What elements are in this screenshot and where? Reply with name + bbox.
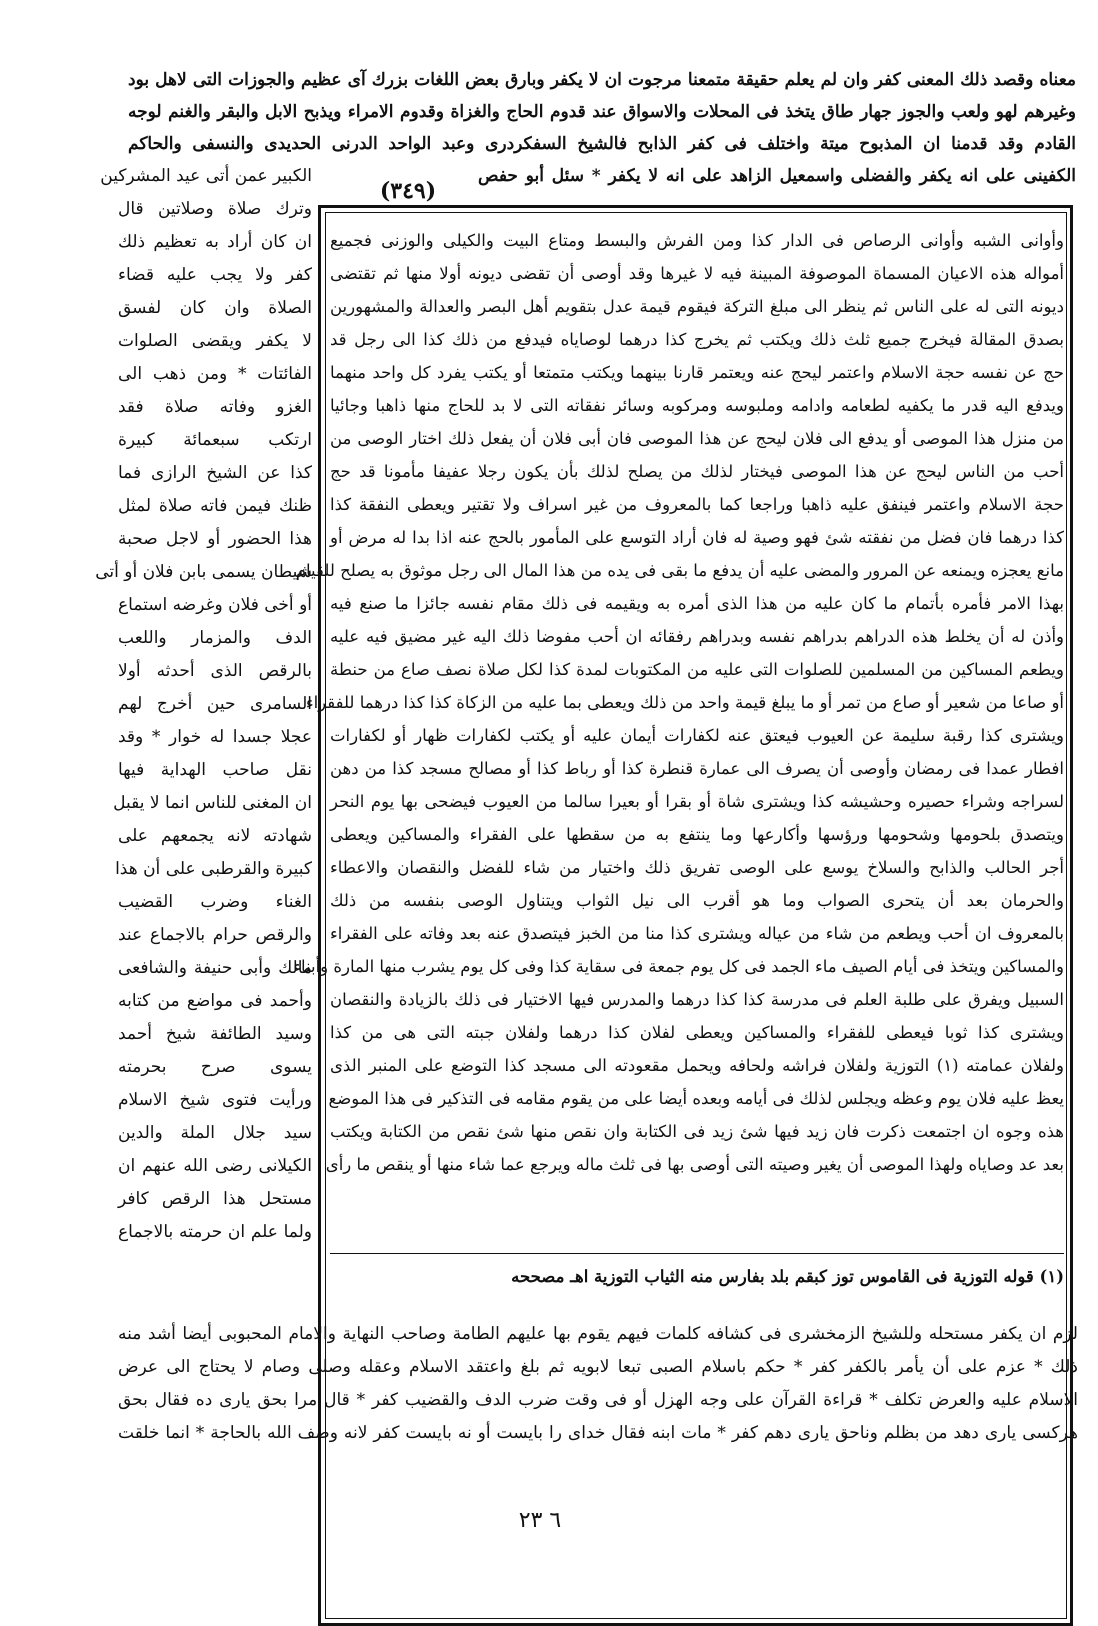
footnote-separator (330, 1253, 1064, 1254)
main-line: ويشترى كذا ثوبا فيعطى للفقراء والمساكين ويعطى لفلان كذا درهما ولفلان جبته التى هى من كذا (330, 1023, 1064, 1042)
main-line: مانع يعجزه ويمنعه عن المرور والمضى عليه أن يدفع ما بقى فى يده من هذا المال الى رجل موثوق به يصلح للقيام (295, 561, 1064, 580)
bottom-line: الاسلام عليه والعرض تكلف * قراءة القرآن على وجه الهزل أو فى وقت ضرب الدف والقضيب كفر * قال مرا بحق يارى ده فقال بحق (118, 1390, 1078, 1410)
page-number: ٦ ٢٣ (518, 1508, 562, 1533)
margin-line: يسوى صرح بحرمته (118, 1057, 312, 1077)
margin-line: السامرى حين أخرج لهم (118, 694, 312, 714)
main-line: وأذن له أن يخلط هذه الدراهم بدراهم نفسه وبدراهم رفقائه ان أحب مفوضا ذلك اليه غير مضيق فيه عليه (330, 627, 1064, 646)
main-line: ويطعم المساكين من المسلمين للصلوات التى عليه من المكتوبات لمدة كذا لكل صلاة نصف صاع من حنطة (330, 660, 1064, 679)
footnote: (١) قوله التوزية فى القاموس توز كبقم بلد بفارس منه الثياب التوزية اهـ مصححه (511, 1267, 1064, 1286)
main-line: أو صاعا من شعير أو صاع من تمر أو ما يبلغ قيمة واحد من ذلك ويعطى بما عليه من الزكاة كذا كذا درهما للفقراء (305, 693, 1064, 712)
margin-line: والرقص حرام بالاجماع عند (118, 925, 312, 945)
margin-line: الكبير عمن أتى عيد المشركين (100, 166, 312, 186)
margin-line: كفر ولا يجب عليه قضاء (118, 265, 312, 285)
main-line: حجة الاسلام واعتمر فينفق عليه ذاهبا وراجعا كما بالمعروف من غير اسراف ولا تقتير ويعطى النفقة كذا (330, 495, 1064, 514)
main-line: بهذا الامر فأمره بأتمام ما كان عليه من هذا الذى أمره به ويقيمه فى ذلك مقام نفسه جائزا ما صنع فيه (330, 594, 1064, 613)
page-marker: (٣٤٩) (379, 178, 437, 204)
main-line: ويشترى كذا رقبة سليمة عن العيوب فيعتق عنه لكفارات أيمان عليه أو يكتب لكفارات ظهار أو لكفارات (330, 726, 1064, 745)
main-line: السبيل ويفرق على طلبة العلم فى مدرسة كذا كذا درهما والمدرس فيها الاختيار فى ذلك بالزيادة والنقصان (330, 990, 1064, 1009)
main-line: هذه وجوه ان اجتمعت ذكرت فان زيد فيها شئ زيد فى الكتابة وان نقص منها شئ نقص من الكتابة ويكتب (330, 1122, 1064, 1141)
margin-line: ارتكب سبعمائة كبيرة (118, 430, 312, 450)
margin-line: الفائتات * ومن ذهب الى (118, 364, 312, 384)
margin-line: الغناء وضرب القضيب (118, 892, 312, 912)
margin-line: الدف والمزمار واللعب (118, 628, 312, 648)
main-line: كذا درهما فان فضل من نفقته شئ فهو وصية له فان أراد التوسع على المأمور بالحج عنه اذا بدا له مرض أو (330, 528, 1064, 547)
main-line: بعد عد وصاياه ولهذا الموصى أن يغير وصيته التى أوصى بها فى ثلث ماله ويرجع عما شاء منها أو ينقص ما رأى (325, 1155, 1064, 1174)
header-line: القادم وقد قدمنا ان المذبوح ميتة واختلف فى كفر الذابح فالشيخ السفكردرى وعبد الواحد الدرنى الحديدى والنسفى والحاكم (128, 134, 1076, 154)
main-line: ولفلان عمامته (١) التوزية ولفلان فراشه ولحافه ويحمل مقعودته الى مسجد كذا التوضع على المنبر الذى (330, 1056, 1064, 1075)
header-line: وغيرهم لهو ولعب والجوز جهار طاق يتخذ فى المحلات والاسواق عند قدوم الحاج والغزاة وقدوم الامراء ويذبح الابل والبقر والغنم لوجه (128, 102, 1076, 122)
main-line: وأوانى الشبه وأوانى الرصاص فى الدار كذا ومن الفرش والبسط ومتاع البيت والكيلى والوزنى فجميع (330, 231, 1064, 250)
bottom-line: ذلك * عزم على أن يأمر بالكفر كفر * حكم باسلام الصبى تبعا لابويه ثم بلغ واعتقد الاسلام وعقله وصلى وصام لا يحتاج الى عرض (118, 1357, 1078, 1377)
main-line: ويدفع اليه قدر ما يكفيه لطعامه وادامه وملبوسه ومركوبه وسائر نفقاته التى لا بد للحاج منها ذاهبا وجائيا (330, 396, 1064, 415)
main-line: لسراجه وشراء حصيره وحشيشه كذا ويشترى شاة أو بقرا أو بعيرا سالما من العيوب فيضحى بها يوم النحر (330, 792, 1064, 811)
margin-line: ورأيت فتوى شيخ الاسلام (118, 1090, 312, 1110)
main-line: ديونه التى له على الناس ثم ينظر الى مبلغ التركة فيقوم قيمة عدل بتقويم أهل البصر والعدالة والمشهورين (330, 297, 1064, 316)
margin-line: لا يكفر ويقضى الصلوات (118, 331, 312, 351)
header-line: معناه وقصد ذلك المعنى كفر وان لم يعلم حقيقة متمعنا مرجوت ان لا يكفر وبارق بعض اللغات بزرك آى عظيم والجوزات التى لاهل بود (128, 70, 1076, 90)
bottom-line: هركسى يارى دهد من بظلم وناحق يارى دهم كفر * مات ابنه فقال خداى را بايست أو نه بايست كفر لانه وصف الله بالحاجة * انما خلقت (118, 1423, 1078, 1443)
main-line: يعظ عليه فلان يوم وعظه ويجلس لذلك فى أيامه وبعده أيضا على من يقوم مقامه فى التذكير فى هذا الموضع (328, 1089, 1064, 1108)
margin-line: الصلاة وان كان لفسق (118, 298, 312, 318)
main-line: والمساكين ويتخذ فى أيام الصيف ماء الجمد فى كل يوم جمعة فى سقاية كذا وفى كل يوم يشرب منها المارة وأبناء (293, 957, 1064, 976)
main-line: من منزل هذا الموصى أو يدفع الى فلان ليحج عن هذا الموصى فان أبى فلان أن يفعل ذلك اختار الوصى من (330, 429, 1064, 448)
margin-line: ان المغنى للناس انما لا يقبل (113, 793, 312, 813)
margin-line: ظنك فيمن فاته صلاة لمثل (118, 496, 312, 516)
margin-line: الغزو وفاته صلاة فقد (118, 397, 312, 417)
header-line-partial: الكفينى على انه يكفر والفضلى واسمعيل الزاهد على انه لا يكفر * سئل أبو حفص (478, 166, 1076, 186)
main-line: أحب من الناس ليحج عن هذا الموصى فيختار لذلك من يصلح لذلك بأن يكون رجلا عفيفا مأمونا قد حج (330, 462, 1064, 481)
margin-line: هذا الحضور أو لاجل صحبة (118, 529, 312, 549)
main-line: حج عن نفسه حجة الاسلام واعتمر ليحج عنه ويعتمر قارنا بينهما ويكتب متمتعا أو يكتب يفرد كل واحد منهما (330, 363, 1064, 382)
main-line: بالمعروف ان أحب ويطعم من شاء من عياله ويشترى كذا منا من الخبز فيتصدق عنه بعد وفاته على الفقراء (330, 924, 1064, 943)
margin-line: شيطان يسمى بابن فلان أو أتى (95, 562, 312, 582)
bottom-line: لزم ان يكفر مستحله وللشيخ الزمخشرى فى كشافه كلمات فيهم يقوم بها عليهم الطامة وصاحب النهاية والامام المحبوبى أيضا أشد منه (118, 1324, 1078, 1344)
margin-line: أو أخى فلان وغرضه استماع (118, 595, 312, 615)
main-line: افطار عمدا فى رمضان وأوصى أن يصرف الى عمارة قنطرة كذا أو رباط كذا أو مصالح مسجد كذا من دهن (330, 759, 1064, 778)
margin-line: نقل صاحب الهداية فيها (118, 760, 312, 780)
margin-line: ان كان أراد به تعظيم ذلك (118, 232, 312, 252)
main-line: بصدق المقالة فيخرج جميع ثلث ذلك ويكتب ثم يخرج كذا درهما لوصاياه فيدفع من ذلك كذا الى رجل قد (330, 330, 1064, 349)
margin-line: الكيلانى رضى الله عنهم ان (118, 1156, 312, 1176)
margin-line: مستحل هذا الرقص كافر (118, 1189, 312, 1209)
main-line: والحرمان بعد أن يتحرى الصواب وما هو أقرب الى نيل الثواب ويتناول الوصى بنفسه من ذلك (330, 891, 1064, 910)
margin-line: بالرقص الذى أحدثه أولا (118, 661, 312, 681)
margin-line: كذا عن الشيخ الرازى فما (118, 463, 312, 483)
margin-line: سيد جلال الملة والدين (118, 1123, 312, 1143)
margin-line: عجلا جسدا له خوار * وقد (118, 727, 312, 747)
main-line: أمواله هذه الاعيان المسماة الموصوفة المبينة فيه لا غيرها وقد أوصى أن تقضى ديونه أولا منها ثم تقتضى (330, 264, 1064, 283)
margin-line: وسيد الطائفة شيخ أحمد (118, 1024, 312, 1044)
margin-line: شهادته لانه يجمعهم على (118, 826, 312, 846)
margin-line: ولما علم ان حرمته بالاجماع (118, 1222, 312, 1242)
margin-line: وأحمد فى مواضع من كتابه (118, 991, 312, 1011)
main-line: ويتصدق بلحومها وشحومها ورؤسها وأكارعها وما ينتفع به من سقطها على الفقراء والمساكين ويعطى (330, 825, 1064, 844)
margin-line: وترك صلاة وصلاتين قال (118, 199, 312, 219)
margin-line: مالك وأبى حنيفة والشافعى (118, 958, 312, 978)
main-line: أجر الحالب والذابح والسلاخ يوسع على الوصى تفريق ذلك واختيار من شاء للفضل والنقصان والاعطاء (330, 858, 1064, 877)
margin-line: كبيرة والقرطبى على أن هذا (115, 859, 312, 879)
